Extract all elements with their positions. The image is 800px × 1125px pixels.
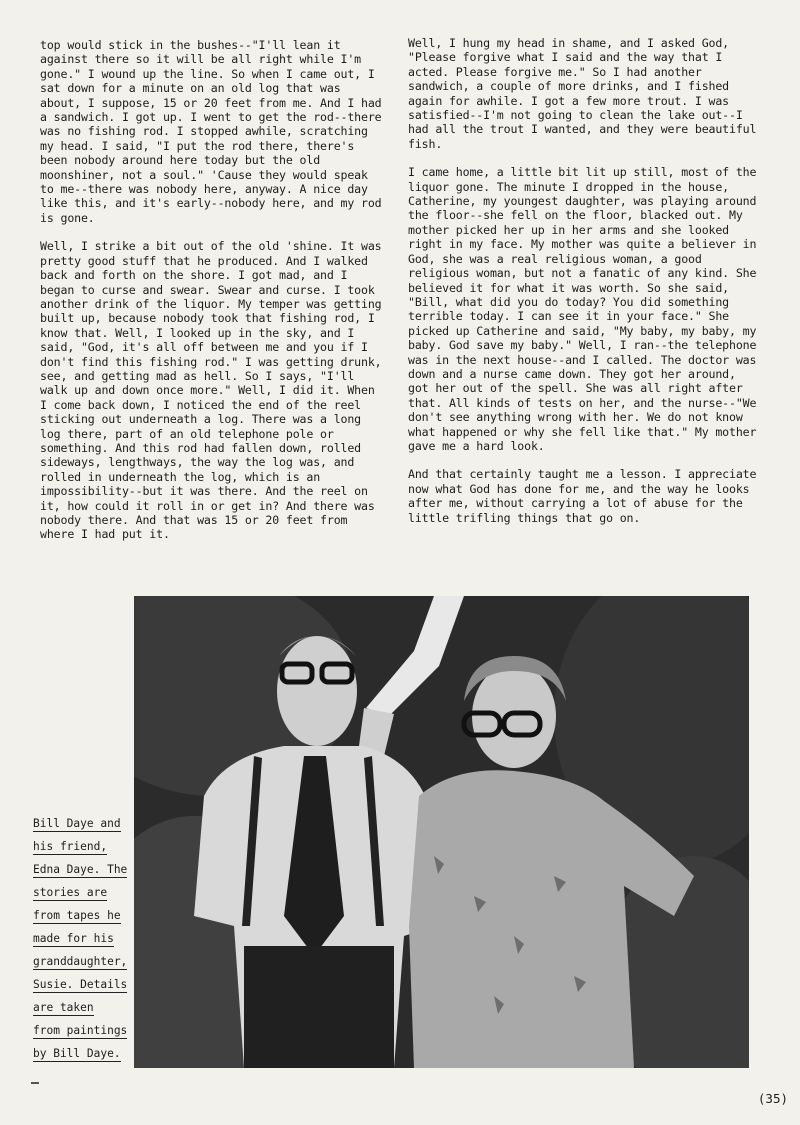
caption-line: his friend, <box>33 840 108 853</box>
caption-line: Susie. Details <box>33 978 128 991</box>
caption-line: by Bill Daye. <box>33 1047 121 1060</box>
paragraph: Well, I hung my head in shame, and I asked God, "Please forgive what I said and the way that I acted. Please forgive me." So I had another sandwich, a couple of more drinks, and I fished again for awhile. I got a few more trout. I was satisfied--I'm not going to clean the lake out--I had all the trout I wanted, and they were beautiful fish. <box>408 36 757 151</box>
caption-line: from tapes he <box>33 909 121 922</box>
portrait-photo <box>134 596 749 1068</box>
photo-caption <box>33 814 133 1067</box>
right-text-column <box>408 36 763 539</box>
paragraph: Well, I strike a bit out of the old 'shine. It was pretty good stuff that he produced. And I walked back and forth on the shore. I got mad, and I began to curse and swear. Swear and curse. I took another drink of the liquor. My temper was getting built up, because nobody took that fishing rod, I know that. Well, I looked up in the sky, and I said, "God, it's all off between me and you if I don't find this fishing rod." I was getting drunk, see, and getting mad as hell. So I says, "I'll walk up and down once more." Well, I did it. When I come back down, I noticed the end of the reel sticking out underneath a log. There was a long log there, part of an old telephone pole or something. And this rod had fallen down, rolled sideways, lengthways, the way the log was, and rolled in underneath the log, which is an impossibility--but it was there. And the reel on it, how could it roll in or get in? And there was nobody there. And that was 15 or 20 feet from where I had put it. <box>40 239 382 542</box>
left-text-column <box>40 38 385 556</box>
photo-illustration <box>134 596 749 1068</box>
caption-line: Edna Daye. The <box>33 863 128 876</box>
caption-line: are taken <box>33 1001 94 1014</box>
margin-mark <box>31 1082 39 1084</box>
caption-line: stories are <box>33 886 108 899</box>
caption-line: from paintings <box>33 1024 128 1037</box>
caption-line: made for his <box>33 932 114 945</box>
page-number: (35) <box>757 1091 788 1106</box>
paragraph: top would stick in the bushes--"I'll lean it against there so it will be all right while I'm gone." I wound up the line. So when I came out, I sat down for a minute on an old log that was about, I suppose, 15 or 20 feet from me. And I had a sandwich. I got up. I went to get the rod--there was no fishing rod. I stopped awhile, scratching my head. I said, "I put the rod there, there's been nobody around here today but the old moonshiner, not a soul." 'Cause they would speak to me--there was nobody here, anyway. A nice day like this, and it's early--nobody here, and my rod is gone. <box>40 38 382 225</box>
caption-line: granddaughter, <box>33 955 128 968</box>
paragraph: I came home, a little bit lit up still, most of the liquor gone. The minute I dropped in the house, Catherine, my youngest daughter, was playing around the floor--she fell on the floor, blacked out. My mother picked her up in her arms and she looked right in my face. My mother was quite a believer in God, she was a real religious woman, a good religious woman, but not a fanatic of any kind. She believed it for what it was worth. So she said, "Bill, what did you do today? You did something terrible today. I can see it in your face." She picked up Catherine and said, "My baby, my baby, my baby. God save my baby." Well, I ran--the telephone was in the next house--and I called. The doctor was down and a nurse came down. They got her around, got her out of the spell. She was all right after that. All kinds of tests on her, and the nurse--"We don't see anything wrong with her. We do not know what happened or why she fell like that." My mother gave me a hard look. <box>408 165 757 453</box>
caption-line: Bill Daye and <box>33 817 121 830</box>
paragraph: And that certainly taught me a lesson. I appreciate now what God has done for me, and the way he looks after me, without carrying a lot of abuse for the little trifling things that go on. <box>408 467 757 525</box>
